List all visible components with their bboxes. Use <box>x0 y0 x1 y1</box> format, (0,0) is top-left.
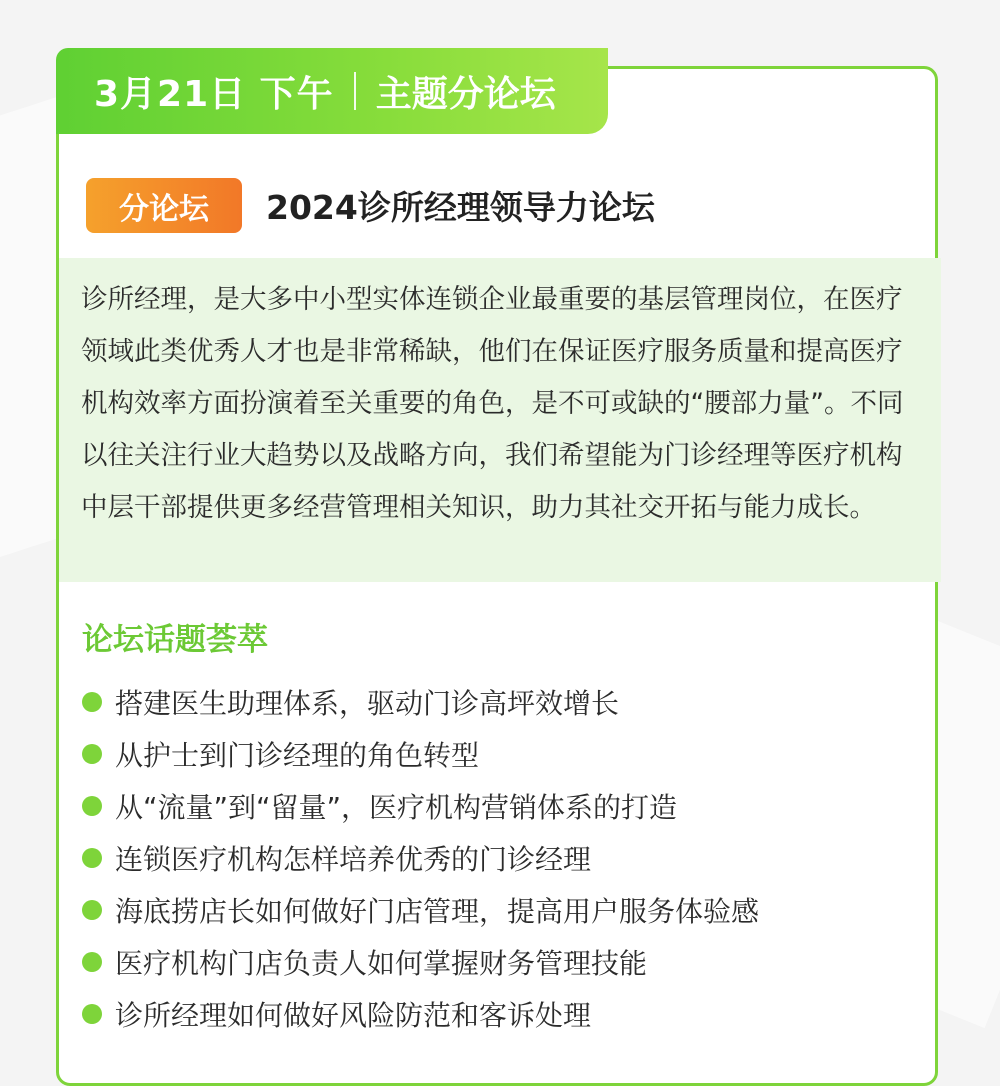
bullet-dot-icon <box>82 952 102 972</box>
intro-text: 诊所经理，是大多中小型实体连锁企业最重要的基层管理岗位，在医疗领域此类优秀人才也是非常稀缺，他们在保证医疗服务质量和提高医疗机构效率方面扮演着至关重要的角色，是不可或缺的“腰部力量”。不同以往关注行业大趋势以及战略方向，我们希望能为门诊经理等医疗机构中层干部提供更多经营管理相关知识，助力其社交开拓与能力成长。 <box>81 284 904 523</box>
topic-item <box>82 728 759 780</box>
topic-text: 海底捞店长如何做好门店管理，提高用户服务体验感 <box>115 895 760 928</box>
session-date: 3月21日 下午 <box>94 73 334 115</box>
session-header-tab <box>56 48 608 134</box>
bullet-dot-icon <box>82 900 102 920</box>
topic-item <box>82 936 759 988</box>
forum-title-row <box>86 178 655 233</box>
topic-text: 从“流量”到“留量”，医疗机构营销体系的打造 <box>115 791 678 824</box>
bullet-dot-icon <box>82 744 102 764</box>
topic-item <box>82 832 759 884</box>
session-topic: 主题分论坛 <box>375 73 556 115</box>
forum-title: 2024诊所经理领导力论坛 <box>266 188 655 227</box>
bullet-dot-icon <box>82 796 102 816</box>
bullet-dot-icon <box>82 848 102 868</box>
topic-text: 连锁医疗机构怎样培养优秀的门诊经理 <box>115 843 592 876</box>
topic-item <box>82 780 759 832</box>
topic-item <box>82 884 759 936</box>
topic-item <box>82 676 759 728</box>
topic-text: 医疗机构门店负责人如何掌握财务管理技能 <box>115 947 648 980</box>
bullet-dot-icon <box>82 1004 102 1024</box>
forum-badge: 分论坛 <box>86 178 242 233</box>
bullet-dot-icon <box>82 692 102 712</box>
topics-list <box>82 676 759 1040</box>
topics-heading: 论坛话题荟萃 <box>82 622 268 658</box>
topic-text: 搭建医生助理体系，驱动门诊高坪效增长 <box>115 687 620 720</box>
intro-box <box>59 258 941 582</box>
topic-item <box>82 988 759 1040</box>
topic-text: 诊所经理如何做好风险防范和客诉处理 <box>115 999 592 1032</box>
topic-text: 从护士到门诊经理的角色转型 <box>115 739 480 772</box>
header-divider <box>354 72 356 110</box>
